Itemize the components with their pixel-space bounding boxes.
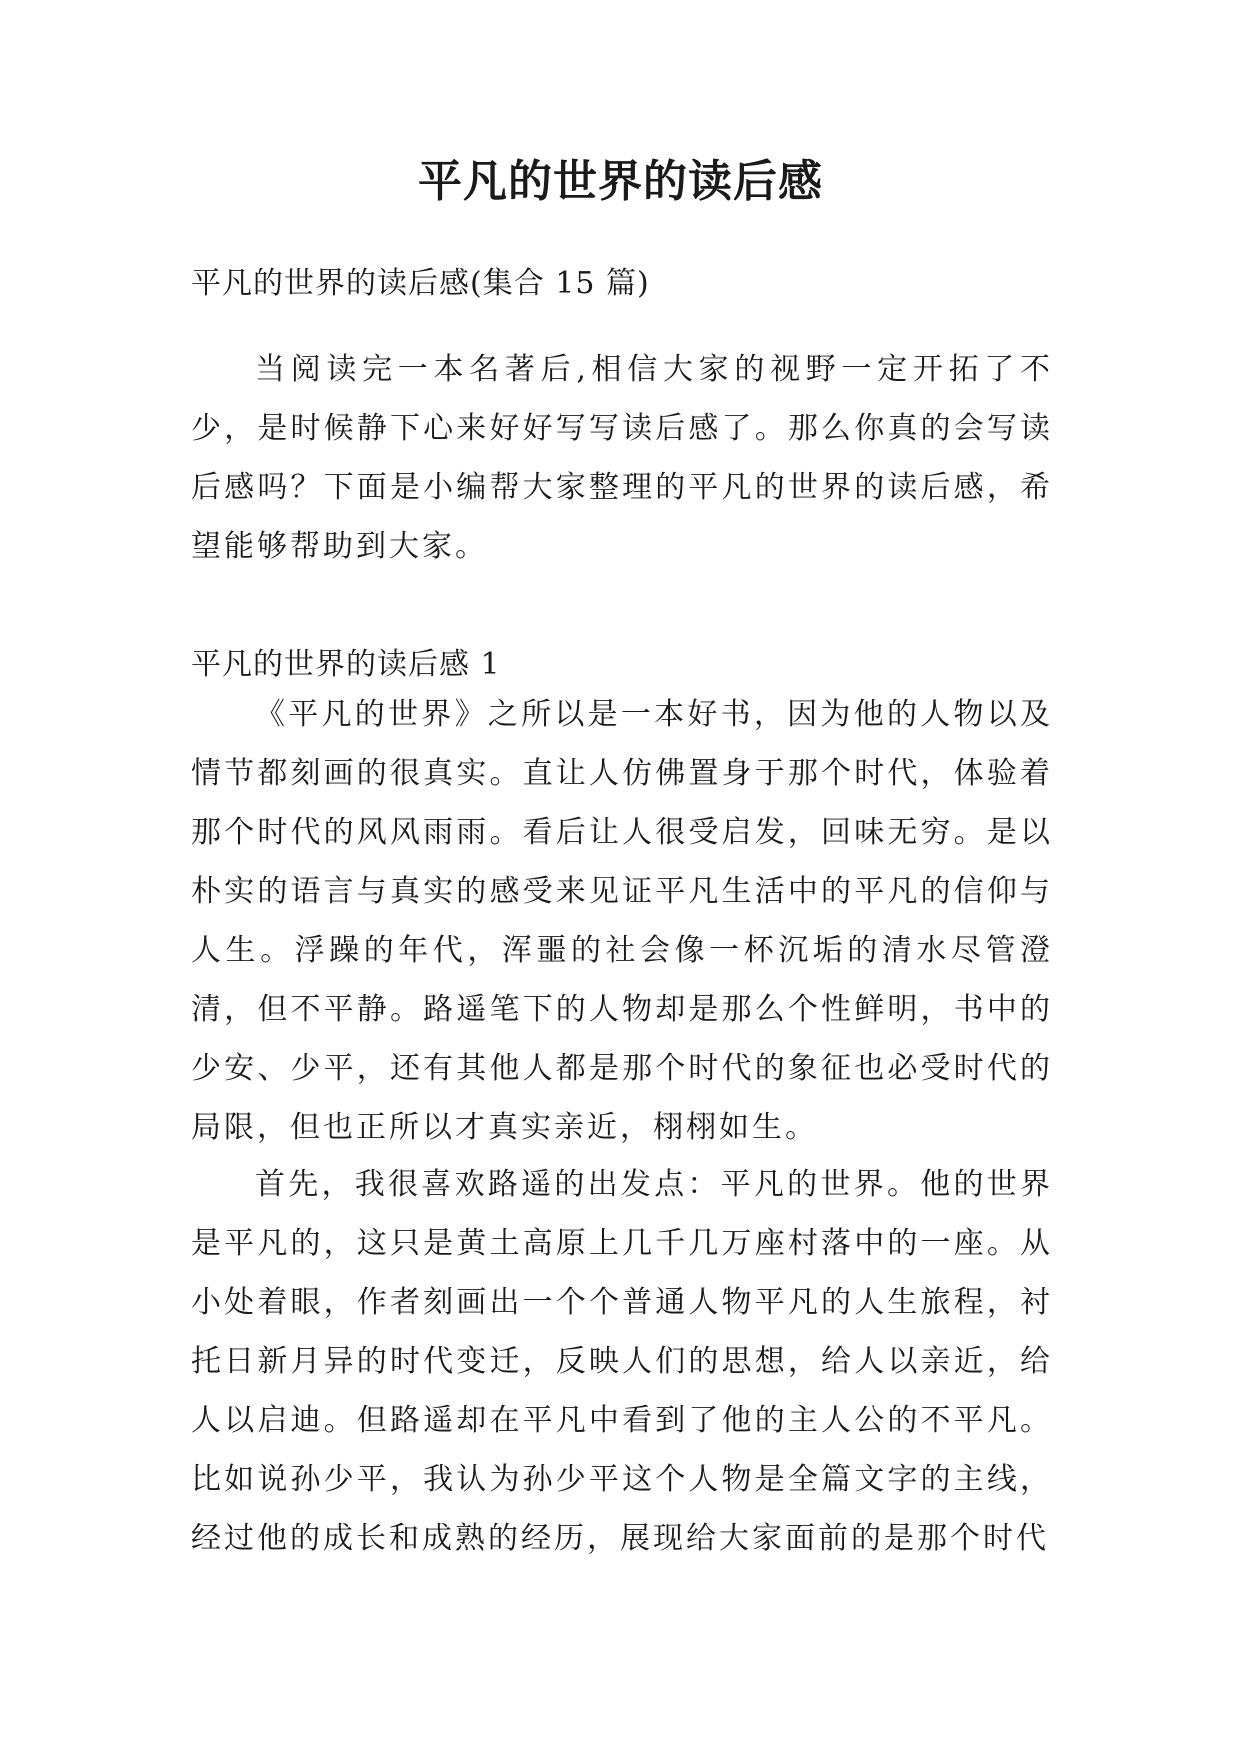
document-title: 平凡的世界的读后感 (418, 156, 823, 207)
body-paragraph: 首先，我很喜欢路遥的出发点：平凡的世界。他的世界是平凡的，这只是黄土高原上几千几万座村落中的一座。从小处着眼，作者刻画出一个个普通人物平凡的人生旅程，衬托日新月异的时代变迁，反映人们的思想，给人以亲近，给人以启迪。但路遥却在平凡中看到了他的主人公的不平凡。比如说孙少平，我认为孙少平这个人物是全篇文字的主线，经过他的成长和成熟的经历，展现给大家面前的是那个时代 (191, 1167, 1053, 1556)
document-subtitle: 平凡的世界的读后感(集合 15 篇) (191, 266, 650, 301)
body-paragraph: 《平凡的世界》之所以是一本好书，因为他的人物以及情节都刻画的很真实。直让人仿佛置身于那个时代，体验着那个时代的风风雨雨。看后让人很受启发，回味无穷。是以朴实的语言与真实的感受来见证平凡生活中的平凡的信仰与人生。浮躁的年代，浑噩的社会像一杯沉垢的清水尽管澄清，但不平静。路遥笔下的人物却是那么个性鲜明，书中的少安、少平，还有其他人都是那个时代的象征也必受时代的局限，但也正所以才真实亲近，栩栩如生。 (191, 697, 1053, 1145)
section-heading: 平凡的世界的读后感 1 (191, 647, 501, 682)
intro-paragraph: 当阅读完一本名著后,相信大家的视野一定开拓了不少，是时候静下心来好好写写读后感了。那么你真的会写读后感吗？下面是小编帮大家整理的平凡的世界的读后感，希望能够帮助到大家。 (191, 352, 1053, 564)
